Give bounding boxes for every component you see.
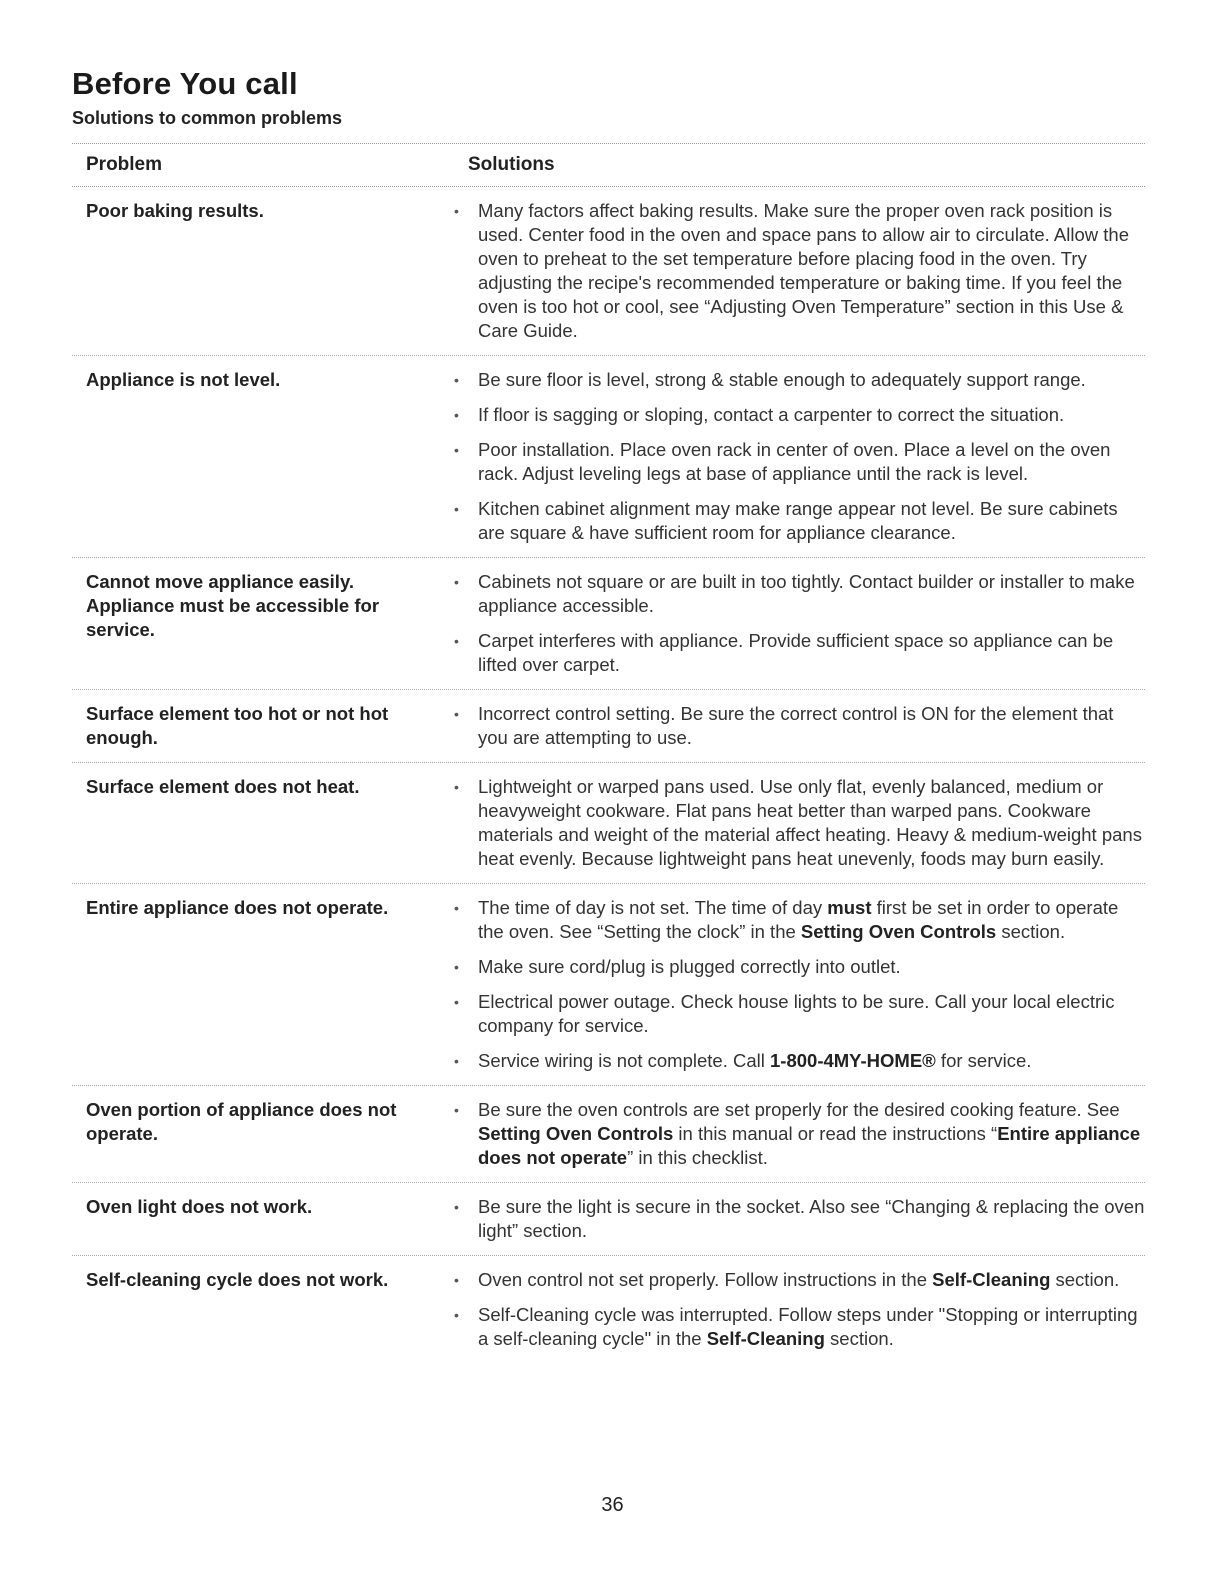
solution-text: Service wiring is not complete. Call 1-800-4MY-HOME® for service. (478, 1050, 1032, 1071)
solutions-cell (454, 775, 1145, 875)
table-row (72, 356, 1145, 558)
solution-item (454, 199, 1145, 343)
solution-item (454, 1195, 1145, 1243)
solutions-cell (454, 896, 1145, 1077)
table-row (72, 763, 1145, 884)
table-row (72, 558, 1145, 690)
solution-item (454, 570, 1145, 618)
solution-text: Many factors affect baking results. Make sure the proper oven rack position is used. Center food in the oven and space pans to allow air to circulate. Allow the oven to preheat to the set temperature before placing food in the oven. Try adjusting the recipe's recommended temperature or baking time. If you feel the oven is too hot or cool, see “Adjusting Oven Temperature” section in this Use & Care Guide. (478, 200, 1129, 341)
table-row (72, 187, 1145, 356)
table-body (72, 187, 1145, 1363)
solutions-cell (454, 1268, 1145, 1355)
solutions-cell (454, 199, 1145, 347)
solution-item (454, 1268, 1145, 1292)
problem-cell: Cannot move appliance easily. Appliance must be accessible for service. (86, 571, 380, 640)
bullet-icon: • (454, 1272, 459, 1288)
page-subtitle: Solutions to common problems (72, 108, 343, 128)
solution-item (454, 896, 1145, 944)
solution-text: Be sure the light is secure in the socket. Also see “Changing & replacing the oven light” section. (478, 1196, 1145, 1241)
problem-cell: Entire appliance does not operate. (86, 897, 389, 918)
solutions-column-header: Solutions (468, 154, 555, 175)
solution-text: Poor installation. Place oven rack in center of oven. Place a level on the oven rack. Adjust leveling legs at base of appliance until the rack is level. (478, 439, 1111, 484)
bullet-icon: • (454, 1307, 459, 1323)
bullet-icon: • (454, 633, 459, 649)
bullet-icon: • (454, 372, 459, 388)
solution-item (454, 775, 1145, 871)
solutions-cell (454, 702, 1145, 754)
bullet-icon: • (454, 900, 459, 916)
solution-item (454, 955, 1145, 979)
troubleshooting-table (72, 143, 1145, 1363)
bullet-icon: • (454, 1102, 459, 1118)
solution-text: Electrical power outage. Check house lights to be sure. Call your local electric company for service. (478, 991, 1115, 1036)
table-row (72, 1183, 1145, 1256)
solution-text: Carpet interferes with appliance. Provide sufficient space so appliance can be lifted over carpet. (478, 630, 1114, 675)
solutions-cell (454, 368, 1145, 549)
bullet-icon: • (454, 1199, 459, 1215)
solution-item (454, 497, 1145, 545)
problem-cell: Surface element does not heat. (86, 776, 360, 797)
problem-cell: Surface element too hot or not hot enough. (86, 703, 389, 748)
table-row (72, 690, 1145, 763)
solution-text: Lightweight or warped pans used. Use only flat, evenly balanced, medium or heavyweight cookware. Flat pans heat better than warped pans. Cookware materials and weight of the material affect heating. Heavy & medium-weight pans heat evenly. Because lightweight pans heat unevenly, foods may burn easily. (478, 776, 1142, 869)
solution-text: If floor is sagging or sloping, contact a carpenter to correct the situation. (478, 404, 1065, 425)
solution-text: Cabinets not square or are built in too tightly. Contact builder or installer to make appliance accessible. (478, 571, 1135, 616)
solution-item (454, 1303, 1145, 1351)
solution-text: Be sure the oven controls are set properly for the desired cooking feature. See Setting Oven Controls in this manual or read the instructions “Entire appliance does not operate” in this checklist. (478, 1099, 1141, 1168)
bullet-icon: • (454, 959, 459, 975)
solution-item (454, 1049, 1145, 1073)
solution-text: Kitchen cabinet alignment may make range appear not level. Be sure cabinets are square & have sufficient room for appliance clearance. (478, 498, 1118, 543)
problem-column-header: Problem (86, 154, 163, 175)
solution-text: Incorrect control setting. Be sure the correct control is ON for the element that you are attempting to use. (478, 703, 1114, 748)
solutions-cell (454, 1195, 1145, 1247)
problem-cell: Oven portion of appliance does not operate. (86, 1099, 397, 1144)
solution-text: Be sure floor is level, strong & stable enough to adequately support range. (478, 369, 1086, 390)
solution-text: Make sure cord/plug is plugged correctly into outlet. (478, 956, 901, 977)
solutions-cell (454, 570, 1145, 681)
bullet-icon: • (454, 779, 459, 795)
bullet-icon: • (454, 203, 459, 219)
page-number: 36 (601, 1494, 624, 1516)
solution-text: The time of day is not set. The time of day must first be set in order to operate the oven. See “Setting the clock” in the Setting Oven Controls section. (478, 897, 1119, 942)
problem-cell: Oven light does not work. (86, 1196, 313, 1217)
table-header (72, 143, 1145, 187)
problem-cell: Self-cleaning cycle does not work. (86, 1269, 389, 1290)
bullet-icon: • (454, 994, 459, 1010)
solution-item (454, 702, 1145, 750)
bullet-icon: • (454, 442, 459, 458)
table-row (72, 1256, 1145, 1363)
table-row (72, 1086, 1145, 1183)
solutions-cell (454, 1098, 1145, 1174)
solution-item (454, 403, 1145, 427)
problem-cell: Poor baking results. (86, 200, 264, 221)
solution-item (454, 368, 1145, 392)
table-row (72, 884, 1145, 1086)
bullet-icon: • (454, 706, 459, 722)
bullet-icon: • (454, 407, 459, 423)
bullet-icon: • (454, 1053, 459, 1069)
bullet-icon: • (454, 501, 459, 517)
solution-item (454, 438, 1145, 486)
page-title: Before You call (72, 66, 298, 101)
bullet-icon: • (454, 574, 459, 590)
solution-text: Oven control not set properly. Follow instructions in the Self-Cleaning section. (478, 1269, 1120, 1290)
problem-cell: Appliance is not level. (86, 369, 281, 390)
solution-item (454, 1098, 1145, 1170)
solution-text: Self-Cleaning cycle was interrupted. Follow steps under "Stopping or interrupting a self-cleaning cycle" in the Self-Cleaning section. (478, 1304, 1138, 1349)
solution-item (454, 990, 1145, 1038)
solution-item (454, 629, 1145, 677)
